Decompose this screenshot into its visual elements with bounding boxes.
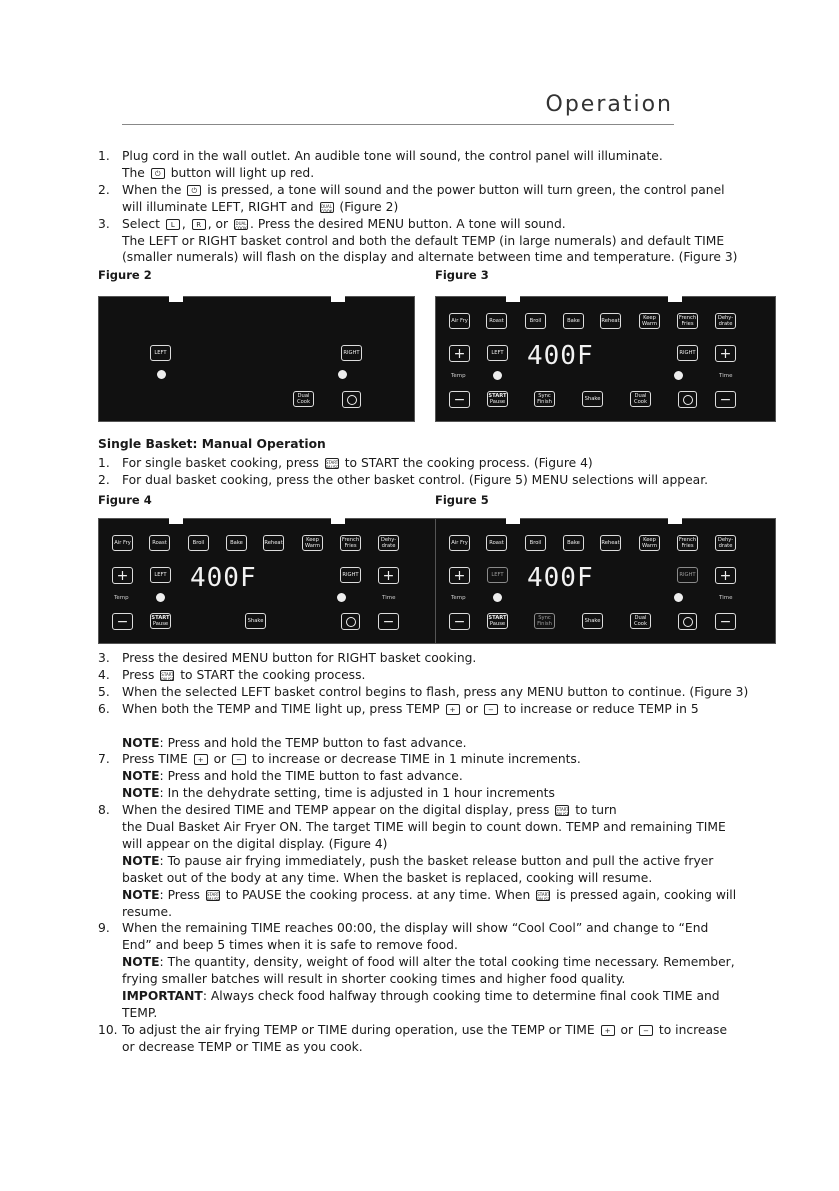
- figure-3-label: Figure 3: [435, 268, 489, 282]
- left-indicator: [156, 593, 165, 602]
- left-indicator: [493, 593, 502, 602]
- time-label: Time: [382, 595, 396, 601]
- menu-keep-warm[interactable]: Keep Warm: [302, 535, 323, 551]
- right-icon: R: [192, 219, 206, 230]
- menu-broil[interactable]: Broil: [525, 535, 546, 551]
- menu-air-fry[interactable]: Air Fry: [112, 535, 133, 551]
- right-indicator: [674, 371, 683, 380]
- steps-single: 1. For single basket cooking, press START PAUSE to START the cooking process. (Figure 4) 2. For dual basket cooking, press the other basket control. (Figure 5) MENU selections will appear.: [98, 456, 709, 487]
- menu-roast[interactable]: Roast: [149, 535, 170, 551]
- steps-intro: 1. Plug cord in the wall outlet. An audible tone will sound, the control panel will illuminate. The ⏻ button will light up red. 2. When the ⏻ is pressed, a tone will sound and the power button will turn green, the control panel will illuminate LEFT, RIGHT and DUAL COOK (Figure 2) 3. Select L , R , or DUAL COOK . Press the desired MENU button. A tone will sound. The LEFT or RIGHT basket control and both the default TEMP (in large numerals) and default TIME (smaller numerals) will flash on the display and alternate between time and temperature. (Figure 3): [98, 149, 738, 265]
- temp-minus-button[interactable]: −: [449, 613, 470, 630]
- figure-5-label: Figure 5: [435, 493, 489, 507]
- start-pause-button[interactable]: START Pause: [488, 615, 507, 627]
- shake-button[interactable]: Shake: [245, 613, 266, 629]
- menu-keep-warm[interactable]: Keep Warm: [639, 313, 660, 329]
- menu-dehydrate[interactable]: Dehy-drate: [715, 313, 736, 329]
- time-plus-button[interactable]: +: [715, 345, 736, 362]
- menu-dehydrate[interactable]: Dehy-drate: [378, 535, 399, 551]
- time-minus-button[interactable]: −: [715, 613, 736, 630]
- dual-cook-button[interactable]: Dual Cook: [293, 391, 314, 407]
- right-button[interactable]: RIGHT: [341, 345, 362, 361]
- power-icon: [683, 395, 693, 405]
- start-icon: START PAUSE: [537, 891, 551, 902]
- shake-button[interactable]: Shake: [582, 613, 603, 629]
- power-button[interactable]: [678, 613, 697, 630]
- temp-plus-button[interactable]: +: [112, 567, 133, 584]
- figure-4-label: Figure 4: [98, 493, 152, 507]
- title-rule: [122, 124, 674, 125]
- dual-cook-button[interactable]: Dual Cook: [630, 391, 651, 407]
- power-button[interactable]: [342, 391, 361, 408]
- menu-air-fry[interactable]: Air Fry: [449, 313, 470, 329]
- power-icon: ⏻: [151, 168, 165, 179]
- temp-minus-button[interactable]: −: [449, 391, 470, 408]
- time-plus-button[interactable]: +: [378, 567, 399, 584]
- right-indicator: [338, 370, 347, 379]
- minus-icon: −: [484, 704, 498, 715]
- figure-2-label: Figure 2: [98, 268, 152, 282]
- minus-icon: −: [639, 1025, 653, 1036]
- menu-french-fries[interactable]: French Fries: [341, 537, 360, 549]
- power-icon: [347, 395, 357, 405]
- dual-cook-button[interactable]: Dual Cook: [630, 613, 651, 629]
- sync-finish-button[interactable]: Sync Finish: [534, 391, 555, 407]
- temp-display: 400F: [190, 563, 257, 593]
- left-icon: L: [166, 219, 180, 230]
- menu-reheat[interactable]: Reheat: [263, 535, 284, 551]
- dual-cook-icon: DUAL COOK: [320, 203, 333, 214]
- right-button[interactable]: RIGHT: [340, 567, 361, 583]
- menu-roast[interactable]: Roast: [486, 535, 507, 551]
- menu-bake[interactable]: Bake: [226, 535, 247, 551]
- temp-minus-button[interactable]: −: [112, 613, 133, 630]
- temp-plus-button[interactable]: +: [449, 567, 470, 584]
- right-indicator: [337, 593, 346, 602]
- time-minus-button[interactable]: −: [715, 391, 736, 408]
- temp-display: 400F: [527, 341, 594, 371]
- temp-display: 400F: [527, 563, 594, 593]
- start-pause-button[interactable]: START Pause: [151, 615, 170, 627]
- menu-roast[interactable]: Roast: [486, 313, 507, 329]
- figure-5-panel: [435, 518, 776, 644]
- start-icon: START PAUSE: [325, 460, 339, 470]
- menu-french-fries[interactable]: French Fries: [678, 315, 697, 327]
- figure-3-panel: [435, 296, 776, 422]
- temp-label: Temp: [451, 373, 466, 379]
- menu-bake[interactable]: Bake: [563, 535, 584, 551]
- temp-plus-button[interactable]: +: [449, 345, 470, 362]
- menu-keep-warm[interactable]: Keep Warm: [639, 535, 660, 551]
- left-indicator: [493, 371, 502, 380]
- section-heading: Single Basket: Manual Operation: [98, 437, 326, 451]
- time-plus-button[interactable]: +: [715, 567, 736, 584]
- power-button[interactable]: [678, 391, 697, 408]
- menu-reheat[interactable]: Reheat: [600, 535, 621, 551]
- menu-bake[interactable]: Bake: [563, 313, 584, 329]
- temp-label: Temp: [451, 595, 466, 601]
- menu-broil[interactable]: Broil: [525, 313, 546, 329]
- power-icon: [346, 617, 356, 627]
- figure-2-panel: [98, 296, 415, 422]
- power-icon: ⏻: [187, 185, 201, 196]
- time-label: Time: [719, 373, 733, 379]
- sync-finish-button[interactable]: Sync Finish: [534, 613, 555, 629]
- left-indicator: [157, 370, 166, 379]
- menu-french-fries[interactable]: French Fries: [678, 537, 697, 549]
- dual-cook-icon: DUAL COOK: [235, 220, 247, 231]
- start-pause-button[interactable]: START Pause: [488, 393, 507, 405]
- plus-icon: +: [601, 1025, 615, 1036]
- plus-icon: +: [446, 704, 460, 715]
- start-icon: START PAUSE: [556, 807, 570, 818]
- time-minus-button[interactable]: −: [378, 613, 399, 630]
- time-label: Time: [719, 595, 733, 601]
- left-button[interactable]: LEFT: [487, 345, 508, 361]
- power-button[interactable]: [341, 613, 360, 630]
- minus-icon: −: [232, 754, 246, 765]
- menu-dehydrate[interactable]: Dehy-drate: [715, 535, 736, 551]
- right-button[interactable]: RIGHT: [677, 567, 698, 583]
- plus-icon: +: [194, 754, 208, 765]
- left-button[interactable]: LEFT: [150, 567, 171, 583]
- shake-button[interactable]: Shake: [582, 391, 603, 407]
- figure-4-panel: [98, 518, 439, 644]
- page-title: Operation: [545, 92, 673, 117]
- menu-reheat[interactable]: Reheat: [600, 313, 621, 329]
- steps-continued: 3. Press the desired MENU button for RIGHT basket cooking. 4. Press START PAUSE to START the cooking process. 5. When the selected LEFT basket control begins to flash, press any MENU button to continue. (Figure 3) 6. When both the TEMP and TIME light up, press TEMP + or − to increase or reduce TEMP in 5 NOTE: Press and hold the TEMP button to fast advance. 7. Press TIME + or − to increase or decrease TIME in 1 minute increments. NOTE: Press and hold the TIME button to fast advance. NOTE: In the dehydrate setting, time is adjusted in 1 hour increments 8. When the desired TIME and TEMP appear on the digital display, press START PAUSE to turn the Dual Basket Air Fryer ON. The target TIME will begin to count down. TEMP and remaining TIME will appear on the digital display. (Figure 4) NOTE: To pause air frying immediately, push the basket release button and pull the active fryer basket out of the body at any time. When the basket is replaced, cooking will resume. NOTE: Press START PAUSE to PAUSE the cooking process. at any time. When START PAUSE is pressed again, cooking will resume. 9. When the remaining TIME reaches 00:00, the display will show “Cool Cool” and change to “End End” and beep 5 times when it is safe to remove food. NOTE: The quantity, density, weight of food will alter the total cooking time necessary. Remember, frying smaller batches will result in shorter cooking times and higher food quality. IMPORTANT: Always check food halfway through cooking time to determine final cook TIME and TEMP. 10. To adjust the air frying TEMP or TIME during operation, use the TEMP or TIME + or − to increase or decrease TEMP or TIME as you cook.: [98, 651, 749, 1054]
- left-button[interactable]: LEFT: [487, 567, 508, 583]
- temp-label: Temp: [114, 595, 129, 601]
- start-icon: START PAUSE: [161, 671, 175, 682]
- power-icon: [683, 617, 693, 627]
- menu-broil[interactable]: Broil: [188, 535, 209, 551]
- left-button[interactable]: LEFT: [150, 345, 171, 361]
- right-button[interactable]: RIGHT: [677, 345, 698, 361]
- start-icon: START PAUSE: [206, 891, 220, 902]
- right-indicator: [674, 593, 683, 602]
- menu-air-fry[interactable]: Air Fry: [449, 535, 470, 551]
